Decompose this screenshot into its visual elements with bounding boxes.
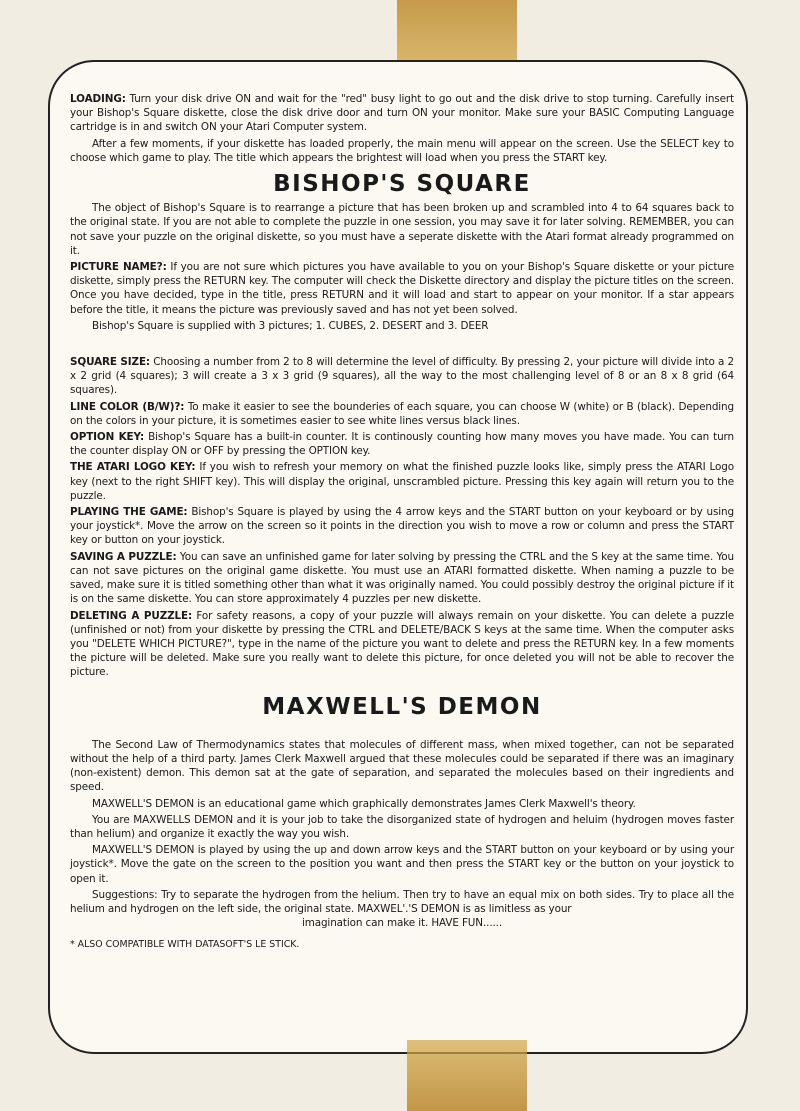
section-text: Bishop's Square has a built-in counter. It is continously counting how many moves you have made. You can turn the counter display ON or OFF by pressing the OPTION key. — [70, 431, 734, 458]
maxwells-demon-title: MAXWELL'S DEMON — [262, 693, 542, 720]
section-text: For safety reasons, a copy of your puzzle will always remain on your diskette. You can delete a puzzle (unfinished or not) from your diskette by pressing the CTRL and DELETE/BACK S keys at the same time. When the computer asks you "DELETE WHICH PICTURE?", type in the name of the picture you want to delete and press the RETURN key. In a few moments the picture will be deleted. Make sure you really want to delete this picture, for once deleted you will not be able to recover the picture. — [70, 609, 735, 679]
maxwell-paragraph-2: MAXWELL'S DEMON is an educational game which graphically demonstrates James Clerk Maxwell's theory. — [92, 797, 636, 810]
section-picture-name — [70, 260, 734, 317]
section-label: SQUARE SIZE: — [70, 356, 150, 369]
maxwell-paragraph-3: You are MAXWELLS DEMON and it is your job to take the disorganized state of hydrogen and heluim (hydrogen moves faster than helium) and organize it exactly the way you wish. — [70, 813, 734, 840]
tape-bottom — [407, 1040, 527, 1111]
section-atari-logo-key — [70, 460, 734, 503]
section-deleting-a-puzzle — [70, 609, 734, 680]
maxwell-paragraph-4: MAXWELL'S DEMON is played by using the up and down arrow keys and the START button on your keyboard or by using your joystick*. Move the gate on the screen to the position you want and then press the START key or the button on your joystick to open it. — [70, 844, 734, 885]
section-square-size — [70, 355, 734, 398]
section-label: PLAYING THE GAME: — [70, 506, 188, 519]
footnote: * ALSO COMPATIBLE WITH DATASOFT'S LE STICK. — [70, 939, 300, 951]
section-label: PICTURE NAME?: — [70, 261, 167, 274]
bishops-square-title: BISHOP'S SQUARE — [273, 171, 531, 198]
section-text: Choosing a number from 2 to 8 will determine the level of difficulty. By pressing 2, your picture will divide into a 2 x 2 grid (4 squares); 3 will create a 3 x 3 grid (9 squares), all the way to the most challenging level of 8 or an 8 x 8 grid (64 squares). — [70, 356, 735, 397]
section-label: SAVING A PUZZLE: — [70, 550, 177, 563]
section-playing-the-game — [70, 505, 734, 548]
section-text: If you wish to refresh your memory on what the finished puzzle looks like, simply press the ATARI Logo key (next to the right SHIFT key). This will display the original, unscrambled picture. Pressing this key again will return you to the puzzle. — [70, 461, 734, 502]
section-text: If you are not sure which pictures you have available to you on your Bishop's Square diskette or your picture diskette, simply press the RETURN key. The computer will check the Diskette directory and display the picture titles on the screen. Once you have decided, type in the title, press RETURN and it will load and start to appear on your monitor. If a star appears before the title, it means the picture was previously saved and has not yet been solved. — [70, 261, 734, 316]
section-saving-a-puzzle — [70, 550, 734, 607]
maxwell-suggestions-end: imagination can make it. HAVE FUN...... — [301, 917, 503, 930]
section-label: LINE COLOR (B/W)?: — [70, 400, 185, 413]
spacer — [70, 333, 734, 355]
document-body — [70, 92, 734, 1032]
maxwell-paragraph-1: The Second Law of Thermodynamics states that molecules of different mass, when mixed together, can not be separated without the help of a third party. James Clerk Maxwell argued that these molecules could be separated if there was an imaginary (non-existent) demon. This demon sat at the gate of separation, and separated the molecules based on their ingredients and speed. — [70, 738, 734, 794]
loading-text: Turn your disk drive ON and wait for the "red" busy light to go out and the disk drive to stop turning. Carefully insert your Bishop's Square diskette, close the disk drive door and turn ON your monitor. Make sure your BASIC Computing Language cartridge is in and switch ON your Atari Computer system. — [70, 93, 734, 134]
maxwell-suggestions: Suggestions: Try to separate the hydrogen from the helium. Then try to have an equal mix on both sides. Try to place all the helium and hydrogen on the left side, the original state. MAXWEL'.'S DEMON is as limitless as your — [70, 888, 734, 915]
bishops-supplied-pictures: Bishop's Square is supplied with 3 pictures; 1. CUBES, 2. DESERT and 3. DEER — [92, 319, 489, 332]
section-line-color — [70, 400, 734, 428]
section-text: You can save an unfinished game for later solving by pressing the CTRL and the S key at the same time. You can not save pictures on the original game diskette. You must use an ATARI formatted diskette. When naming a puzzle to be saved, make sure it is titled something other than what it was originally named. You could possibly destroy the original picture if it is on the same diskette. You can store approximately 4 puzzles per new diskette. — [70, 550, 734, 606]
section-label: THE ATARI LOGO KEY: — [70, 461, 196, 474]
loading-paragraph — [70, 92, 734, 135]
section-text: Bishop's Square is played by using the 4 arrow keys and the START button on your keyboard or by using your joystick*. Move the arrow on the screen so it points in the direction you wish to move a row or column and press the START key or button on your joystick. — [70, 506, 734, 547]
section-label: DELETING A PUZZLE: — [70, 609, 193, 622]
section-text: To make it easier to see the bounderies of each square, you can choose W (white) or B (black). Depending on the colors in your picture, it is sometimes easier to see white lines versus black lines. — [70, 400, 734, 427]
loading-paragraph-2: After a few moments, if your diskette has loaded properly, the main menu will appear on the screen. Use the SELECT key to choose which game to play. The title which appears the brightest will load when you press the START key. — [70, 137, 734, 164]
bishops-intro: The object of Bishop's Square is to rearrange a picture that has been broken up and scrambled into 4 to 64 squares back to the original state. If you are not able to complete the puzzle in one session, you may save it for later solving. REMEMBER, you can not save your puzzle on the original diskette, so you must have a seperate diskette with the Atari format already programmed on it. — [70, 202, 734, 257]
section-label: OPTION KEY: — [70, 431, 145, 444]
section-option-key — [70, 430, 734, 458]
loading-label: LOADING: — [70, 93, 126, 105]
